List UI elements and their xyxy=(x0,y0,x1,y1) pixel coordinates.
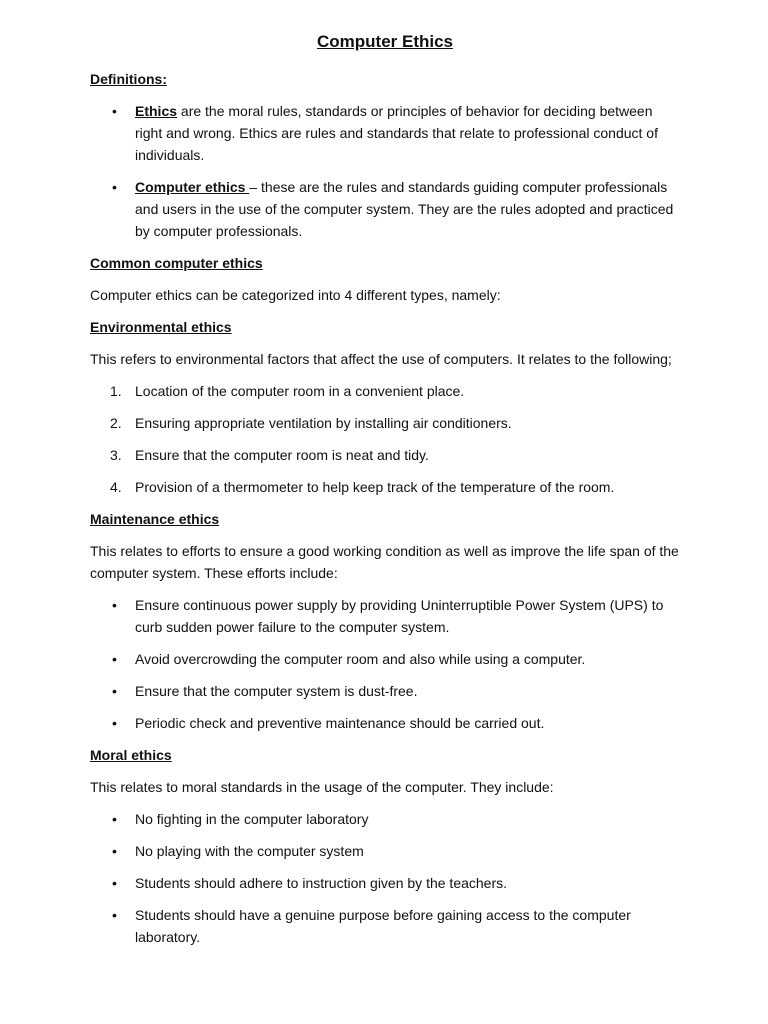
bullet-marker: • xyxy=(112,179,117,195)
page-title: Computer Ethics xyxy=(316,32,454,51)
bullet-marker: • xyxy=(112,651,117,667)
list-item-text: Periodic check and preventive maintenance should be carried out. xyxy=(135,715,545,731)
number-marker: 4. xyxy=(110,479,122,495)
list-item-text: Ensure that the computer system is dust-free. xyxy=(135,683,418,699)
environmental-ethics-list xyxy=(90,380,680,498)
list-item xyxy=(90,648,680,670)
list-item-text: Provision of a thermometer to help keep track of the temperature of the room. xyxy=(135,479,615,495)
bullet-marker: • xyxy=(112,683,117,699)
list-item xyxy=(90,176,680,242)
list-item-text: Ensure continuous power supply by providing Uninterruptible Power System (UPS) to curb sudden power failure to the computer system. xyxy=(135,597,664,635)
list-item xyxy=(90,808,680,830)
maintenance-ethics-list xyxy=(90,594,680,734)
number-marker: 1. xyxy=(110,383,122,399)
list-item-text: Ensuring appropriate ventilation by installing air conditioners. xyxy=(135,415,512,431)
bullet-marker: • xyxy=(112,843,117,859)
list-item xyxy=(90,476,680,498)
bullet-marker: • xyxy=(112,811,117,827)
list-item-text: Location of the computer room in a convenient place. xyxy=(135,383,465,399)
moral-ethics-intro: This relates to moral standards in the usage of the computer. They include: xyxy=(90,779,554,795)
number-marker: 3. xyxy=(110,447,122,463)
document-page xyxy=(90,30,680,958)
bullet-marker: • xyxy=(112,907,117,923)
list-item xyxy=(90,680,680,702)
maintenance-ethics-heading: Maintenance ethics xyxy=(90,511,220,527)
environmental-ethics-heading: Environmental ethics xyxy=(90,319,232,335)
maintenance-ethics-intro: This relates to efforts to ensure a good working condition as well as improve the life span of the computer system. These efforts include: xyxy=(90,543,679,581)
list-item xyxy=(90,872,680,894)
definition-text: are the moral rules, standards or principles of behavior for deciding between right and wrong. Ethics are rules and standards that relate to professional conduct of individuals. xyxy=(135,103,658,163)
list-item xyxy=(90,100,680,166)
list-item-text: Students should have a genuine purpose before gaining access to the computer laboratory. xyxy=(135,907,631,945)
number-marker: 2. xyxy=(110,415,122,431)
list-item-text: Avoid overcrowding the computer room and also while using a computer. xyxy=(135,651,586,667)
list-item xyxy=(90,840,680,862)
definition-text: – these are the rules and standards guiding computer professionals and users in the use of the computer system. They are the rules adopted and practiced by computer professionals. xyxy=(135,179,674,239)
list-item xyxy=(90,380,680,402)
list-item xyxy=(90,594,680,638)
list-item xyxy=(90,712,680,734)
bullet-marker: • xyxy=(112,715,117,731)
moral-ethics-heading: Moral ethics xyxy=(90,747,172,763)
definition-term: Ethics xyxy=(135,103,178,119)
list-item-text: Ensure that the computer room is neat and tidy. xyxy=(135,447,429,463)
list-item xyxy=(90,444,680,466)
list-item xyxy=(90,412,680,434)
common-ethics-intro: Computer ethics can be categorized into 4 different types, namely: xyxy=(90,287,501,303)
list-item-text: Students should adhere to instruction given by the teachers. xyxy=(135,875,508,891)
bullet-marker: • xyxy=(112,597,117,613)
list-item-text: No playing with the computer system xyxy=(135,843,364,859)
bullet-marker: • xyxy=(112,875,117,891)
definitions-heading: Definitions: xyxy=(90,71,167,87)
definitions-list xyxy=(90,100,680,242)
common-ethics-heading: Common computer ethics xyxy=(90,255,263,271)
moral-ethics-list xyxy=(90,808,680,948)
list-item xyxy=(90,904,680,948)
list-item-text: No fighting in the computer laboratory xyxy=(135,811,369,827)
definition-term: Computer ethics xyxy=(135,179,250,195)
environmental-ethics-intro: This refers to environmental factors that affect the use of computers. It relates to the following; xyxy=(90,351,672,367)
bullet-marker: • xyxy=(112,103,117,119)
